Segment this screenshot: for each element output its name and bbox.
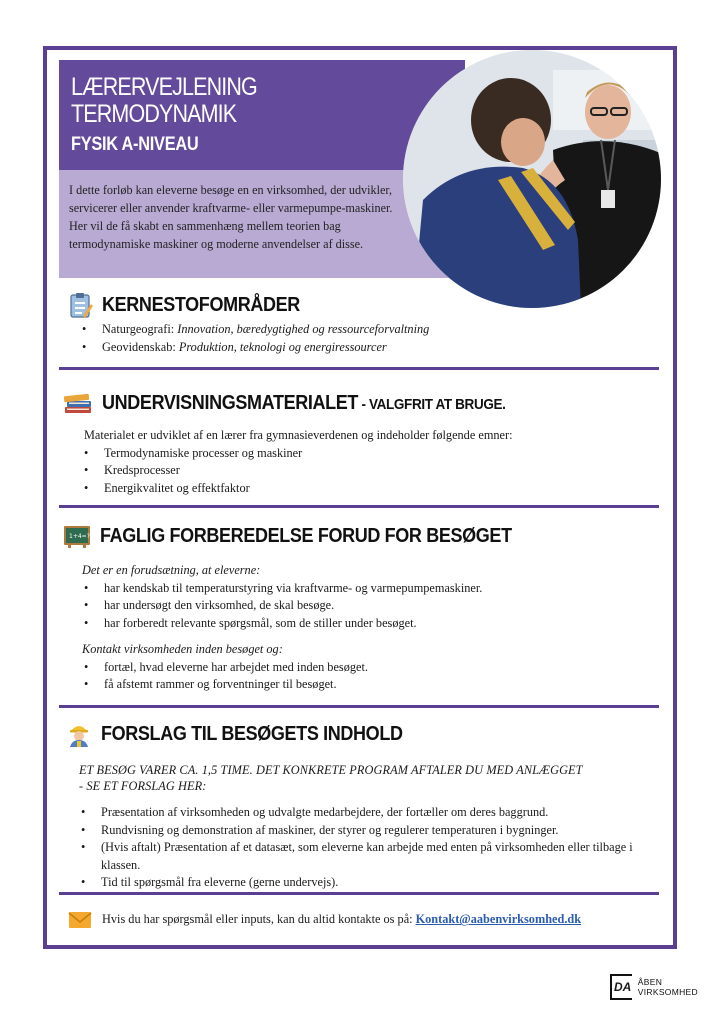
brand-logo-name: ÅBEN VIRKSOMHED bbox=[637, 977, 698, 997]
svg-text:1+4=?: 1+4=? bbox=[69, 533, 90, 540]
brand-logo-mark: DA bbox=[610, 974, 632, 1000]
hero-title-panel bbox=[59, 60, 465, 170]
envelope-icon bbox=[68, 910, 92, 930]
list-item: • har kendskab til temperaturstyring via kraftvarme- og varmepumpemaskiner. bbox=[82, 580, 642, 598]
list-item: • Kredsprocesser bbox=[82, 462, 644, 480]
intro-text: I dette forløb kan eleverne besøge en en virksomhed, der udvikler, servicerer eller anvender kraftvarme- eller varmepumpe-maskiner. Her vil de få skabt en sammenhæng mellem teorien bag termodynamiske maskiner og moderne anvendelser af disse. bbox=[69, 183, 393, 251]
indhold-block bbox=[79, 762, 654, 892]
list-item: • Rundvisning og demonstration af maskiner, der styrer og regulerer temperaturen i bygninger. bbox=[79, 822, 654, 840]
section-divider bbox=[59, 892, 659, 895]
kernestof-list bbox=[80, 321, 640, 356]
list-item: • Præsentation af virksomheden og udvalgte medarbejdere, der fortæller om deres baggrund. bbox=[79, 804, 654, 822]
list-item: • få afstemt rammer og forventninger til besøget. bbox=[82, 676, 642, 694]
section-materiale-header bbox=[63, 390, 550, 416]
section-heading: UNDERVISNINGSMATERIALET - VALGFRIT AT BRUGE. bbox=[102, 391, 506, 414]
list-item: • Naturgeografi: Innovation, bæredygtighed og ressourceforvaltning bbox=[80, 321, 640, 339]
list-item: • fortæl, hvad eleverne har arbejdet med inden besøget. bbox=[82, 659, 642, 677]
contact-text: Hvis du har spørgsmål eller inputs, kan du altid kontakte os på: bbox=[102, 912, 413, 927]
section-heading: KERNESTOFOMRÅDER bbox=[102, 293, 300, 316]
materiale-block bbox=[84, 427, 644, 497]
section-divider bbox=[59, 367, 659, 370]
indhold-lead: ET BESØG VARER CA. 1,5 TIME. DET KONKRETE PROGRAM AFTALER DU MED ANLÆGGET - SE ET FORSLAG HER: bbox=[79, 763, 583, 793]
section-heading: FAGLIG FORBEREDELSE FORUD FOR BESØGET bbox=[100, 524, 512, 547]
list-item: • (Hvis aftalt) Præsentation af et datasæt, som eleverne kan arbejde med enten på virksomheden eller tilbage i klassen. bbox=[79, 839, 654, 874]
list-item: • Geovidenskab: Produktion, teknologi og energiressourcer bbox=[80, 339, 640, 357]
page-title: LÆRERVEJLENING TERMODYNAMIK bbox=[71, 73, 257, 128]
books-icon bbox=[63, 390, 93, 416]
contact-row bbox=[68, 910, 581, 930]
chalkboard-icon bbox=[63, 523, 91, 549]
section-forberedelse-header bbox=[63, 523, 557, 549]
section-heading: FORSLAG TIL BESØGETS INDHOLD bbox=[101, 722, 403, 745]
materiale-intro: Materialet er udviklet af en lærer fra gymnasieverdenen og indeholder følgende emner: bbox=[84, 428, 513, 442]
list-item: • har undersøgt den virksomhed, de skal besøge. bbox=[82, 597, 642, 615]
worker-icon bbox=[66, 721, 92, 747]
section-indhold-header bbox=[66, 721, 436, 747]
list-item: • Termodynamiske processer og maskiner bbox=[82, 445, 644, 463]
forberedelse-lead: Det er en forudsætning, at eleverne: bbox=[82, 563, 261, 577]
list-item: • Tid til spørgsmål fra eleverne (gerne undervejs). bbox=[79, 874, 654, 892]
forberedelse-block bbox=[82, 562, 642, 694]
brand-logo bbox=[610, 974, 724, 1000]
page-subtitle: FYSIK A-NIVEAU bbox=[71, 134, 199, 155]
section-kernestof-header bbox=[67, 292, 322, 318]
section-divider bbox=[59, 705, 659, 708]
hero-photo bbox=[403, 50, 661, 308]
forberedelse-lead: Kontakt virksomheden inden besøget og: bbox=[82, 642, 283, 656]
contact-email-link[interactable]: Kontakt@aabenvirksomhed.dk bbox=[415, 912, 582, 927]
section-divider bbox=[59, 505, 659, 508]
list-item: • har forberedt relevante spørgsmål, som de stiller under besøget. bbox=[82, 615, 642, 633]
clipboard-icon bbox=[67, 292, 93, 318]
list-item: • Energikvalitet og effektfaktor bbox=[82, 480, 644, 498]
